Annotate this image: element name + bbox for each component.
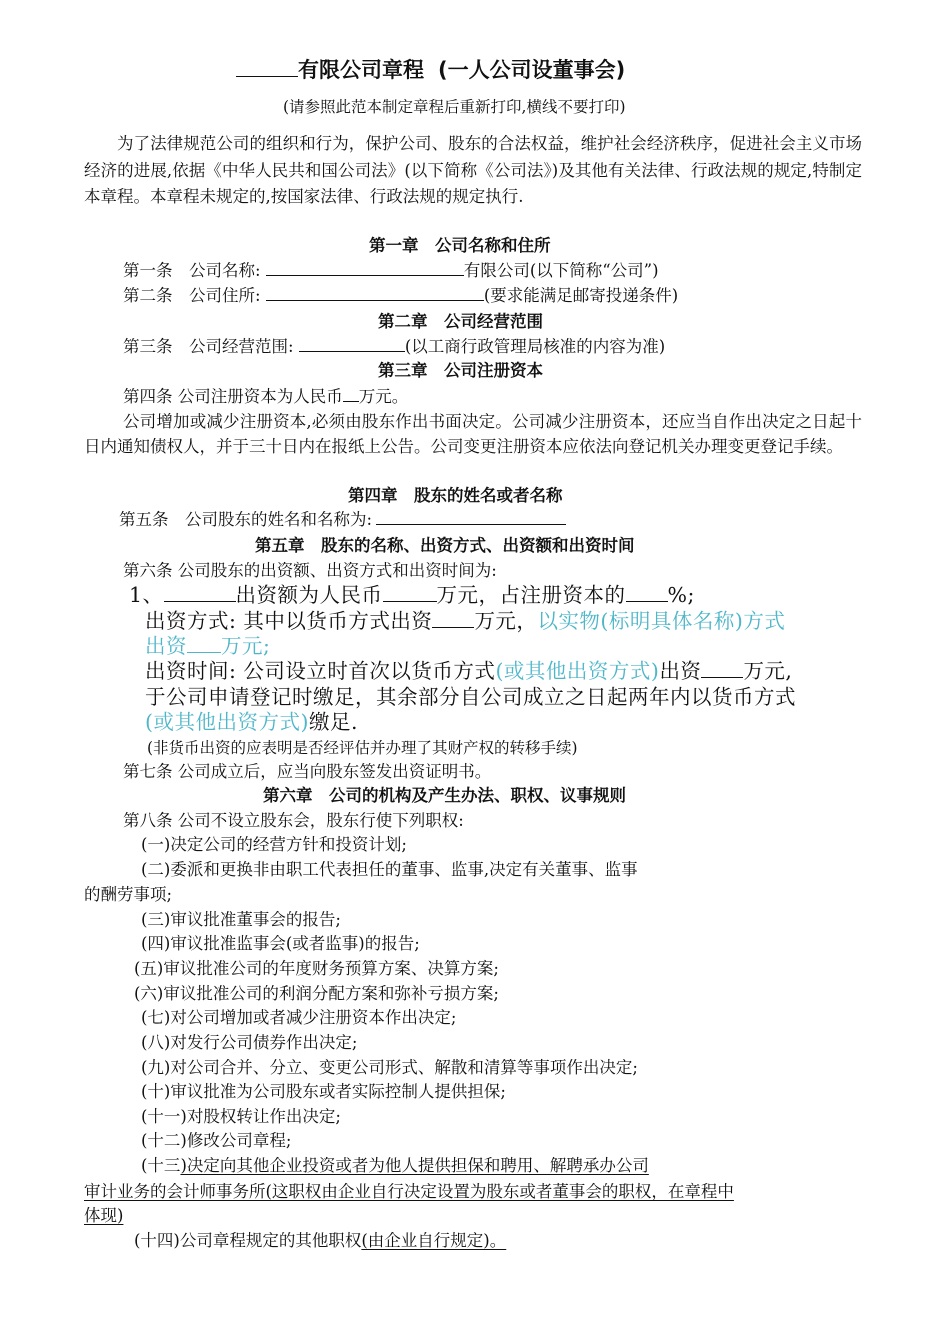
- title-main: 有限公司章程: [298, 58, 424, 82]
- contribution-method-line: [145, 608, 785, 634]
- chapter-6-heading: 第六章 公司的机构及产生办法、职权、议事规则: [263, 786, 626, 805]
- cash-amount-blank: [432, 608, 474, 628]
- power-item: (五)审议批准公司的年度财务预算方案、决算方案;: [134, 959, 499, 978]
- method-in-kind: 以实物(标明具体名称)方式: [537, 609, 786, 633]
- percent-blank: [626, 582, 668, 602]
- power-item: (三)审议批准董事会的报告;: [141, 910, 341, 929]
- article-4: [123, 386, 408, 408]
- capital-blank: [343, 386, 359, 402]
- power-item-13-end: 体现): [84, 1206, 124, 1225]
- power-item: (十)审议批准为公司股东或者实际控制人提供担保;: [141, 1082, 506, 1101]
- non-cash-note: (非货币出资的应表明是否经评估并办理了其财产权的转移手续): [147, 739, 578, 757]
- power-13-text: )决定向其他企业投资或者为他人提供担保和聘用、解聘承办公司: [180, 1156, 649, 1175]
- power-item: (六)审议批准公司的利润分配方案和弥补亏损方案;: [134, 984, 499, 1003]
- chapter-5-heading: 第五章 股东的名称、出资方式、出资额和出资时间: [255, 536, 635, 555]
- initial-amount-blank: [701, 658, 743, 678]
- shareholder-blank: [164, 582, 236, 602]
- business-scope-blank: [299, 336, 405, 352]
- article-5: [119, 509, 566, 531]
- time-other-method: (或其他出资方式): [495, 659, 660, 683]
- method-mid: 万元，: [474, 609, 538, 633]
- article-3: [123, 336, 665, 358]
- contribution-time-line: [145, 658, 792, 684]
- chapter-1-heading: 第一章 公司名称和住所: [369, 236, 551, 255]
- article-8: 第八条 公司不设立股东会，股东行使下列职权:: [123, 811, 464, 830]
- article-5-text: 第五条 公司股东的姓名和名称为:: [119, 510, 373, 529]
- power-item: (一)决定公司的经营方针和投资计划;: [141, 835, 407, 854]
- power-item: (十一)对股权转让作出决定;: [141, 1107, 341, 1126]
- company-name-blank: [236, 56, 298, 77]
- method-in-kind-unit: 万元;: [221, 634, 271, 658]
- amount-blank: [383, 582, 437, 602]
- article-4-unit: 万元。: [358, 387, 409, 406]
- power-14-note: (由企业自行规定)。: [361, 1231, 507, 1250]
- power-item: (十二)修改公司章程;: [141, 1131, 292, 1150]
- power-item: (八)对发行公司债券作出决定;: [141, 1033, 358, 1052]
- address-field-blank: [266, 285, 484, 301]
- power-item: (七)对公司增加或者减少注册资本作出决定;: [141, 1008, 457, 1027]
- amount-unit: 万元，占注册资本的: [436, 583, 626, 607]
- power-item-13: [141, 1155, 649, 1177]
- method-in-kind-cont: 出资: [145, 634, 187, 658]
- article-1: [123, 260, 659, 282]
- power-item-14: [134, 1230, 506, 1252]
- time-other-method-2: (或其他出资方式): [145, 710, 309, 734]
- article-6: 第六条 公司股东的出资额、出资方式和出资时间为:: [123, 561, 497, 580]
- time-tail: 缴足.: [309, 710, 359, 734]
- article-4-text: 第四条 公司注册资本为人民币: [123, 387, 343, 406]
- method-text: 出资方式: 其中以货币方式出资: [145, 609, 433, 633]
- article-1-label: 第一条 公司名称:: [123, 261, 261, 280]
- power-item: (九)对公司合并、分立、变更公司形式、解散和清算等事项作出决定;: [141, 1058, 638, 1077]
- power-item-cont: 的酬劳事项;: [84, 885, 173, 904]
- power-14-text: (十四)公司章程规定的其他职权: [134, 1231, 362, 1250]
- chapter-3-heading: 第三章 公司注册资本: [378, 361, 543, 380]
- chapter-4-heading: 第四章 股东的姓名或者名称: [348, 486, 563, 505]
- article-7: 第七条 公司成立后，应当向股东签发出资证明书。: [123, 762, 492, 781]
- chapter-2-heading: 第二章 公司经营范围: [378, 312, 543, 331]
- contribution-number: 1、: [129, 583, 164, 607]
- time-unit: 万元,: [743, 659, 793, 683]
- article-3-label: 第三条 公司经营范围:: [123, 337, 294, 356]
- article-3-suffix: (以工商行政管理局核准的内容为准): [404, 337, 666, 356]
- title-suffix: (一人公司设董事会): [438, 58, 626, 82]
- shareholder-name-blank: [376, 509, 566, 525]
- intro-paragraph: 为了法律规范公司的组织和行为，保护公司、股东的合法权益，维护社会经济秩序，促进社会主义市场经济的进展,依据《中华人民共和国公司法》(以下简称《公司法》)及其他有关法律、行政法规的规定,特制定本章程。本章程未规定的,按国家法律、行政法规的规定执行.: [84, 134, 862, 206]
- article-4-paragraph: 公司增加或减少注册资本,必须由股东作出书面决定。公司减少注册资本，还应当自作出决定之日起十日内通知债权人，并于三十日内在报纸上公告。公司变更注册资本应依法向登记机关办理变更登记手续。: [84, 412, 862, 456]
- contribution-method-line-2: [145, 633, 270, 659]
- article-2: [123, 285, 678, 307]
- in-kind-amount-blank: [187, 633, 221, 653]
- company-name-field-blank: [266, 260, 464, 276]
- contribution-time-line-3: [145, 709, 358, 735]
- time-text: 出资时间: 公司设立时首次以货币方式: [145, 659, 496, 683]
- time-mid: 出资: [659, 659, 702, 683]
- power-item: (四)审议批准监事会(或者监事)的报告;: [141, 934, 420, 953]
- article-1-suffix: 有限公司(以下简称“公司”): [463, 261, 659, 280]
- article-2-label: 第二条 公司住所:: [123, 286, 261, 305]
- document-title: [236, 56, 625, 84]
- power-item: (二)委派和更换非由职工代表担任的董事、监事,决定有关董事、监事: [141, 860, 638, 879]
- amount-label: 出资额为人民币: [235, 583, 383, 607]
- contribution-amount-line: [129, 582, 695, 608]
- power-item-13-cont: 审计业务的会计师事务所(这职权由企业自行决定设置为股东或者董事会的职权，在章程中: [84, 1182, 734, 1201]
- document-subtitle: (请参照此范本制定章程后重新打印,横线不要打印): [283, 98, 626, 116]
- percent-sign: %;: [667, 583, 695, 607]
- article-2-suffix: (要求能满足邮寄投递条件): [483, 286, 679, 305]
- contribution-time-line-2: 于公司申请登记时缴足，其余部分自公司成立之日起两年内以货币方式: [145, 685, 796, 709]
- power-13-prefix: (十三: [141, 1156, 181, 1175]
